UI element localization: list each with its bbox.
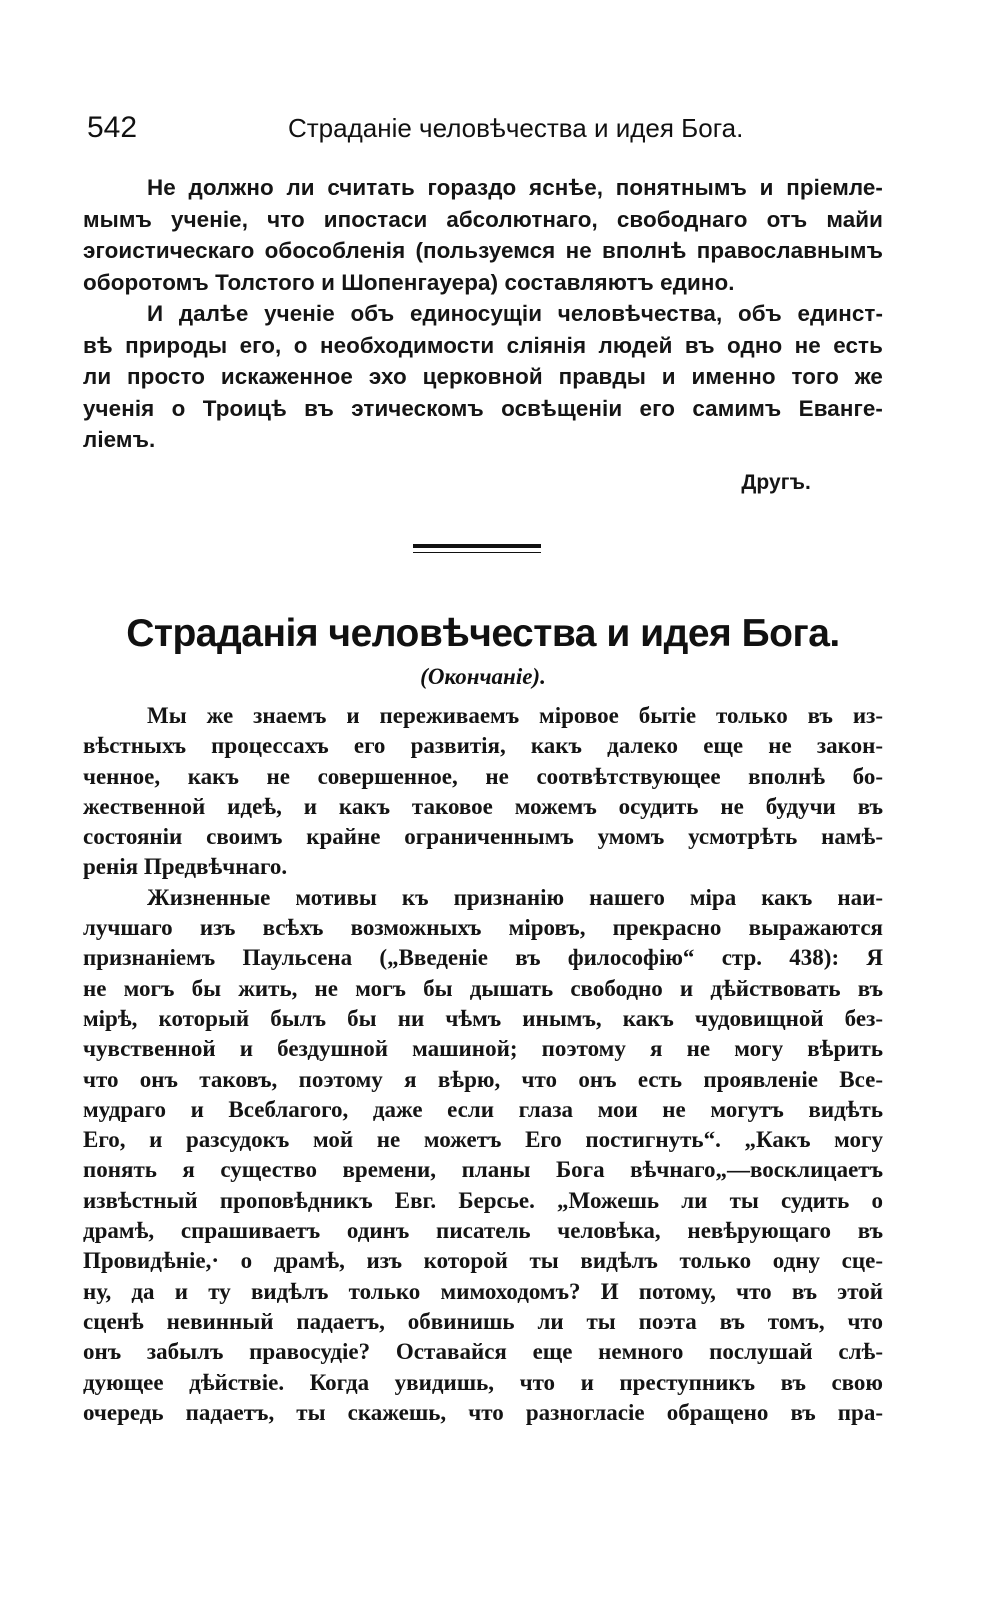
text-line: очередь падаетъ, ты скажешь, что разногласіе обращено въ пра-: [83, 1399, 883, 1425]
article-paragraph: [83, 701, 883, 883]
text-line: извѣстный проповѣдникъ Евг. Берсье. „Можешь ли ты судить о: [83, 1187, 883, 1213]
text-line: онъ забылъ правосудіе? Оставайся еще немного послушай слѣ-: [83, 1339, 883, 1365]
text-line: ну, да и ту видѣлъ только мимоходомъ? И потому, что въ этой: [83, 1278, 883, 1304]
text-line: вѣстныхъ процессахъ его развитія, какъ далеко еще не закон-: [83, 733, 883, 759]
text-line: Его, и разсудокъ мой не можетъ Его постигнуть“. „Какъ могу: [83, 1127, 883, 1153]
article-title: Страданія человѣчества и идея Бога.: [126, 612, 840, 655]
text-line: Не должно ли считать гораздо яснѣе, понятнымъ и пріемле-: [147, 175, 883, 200]
intro-section: [83, 172, 883, 498]
divider-thin-rule: [413, 552, 541, 554]
text-line: ученія о Троицѣ въ этическомъ освѣщеніи его самимъ Еванге-: [83, 395, 883, 421]
text-line: вѣ природы его, о необходимости сліянія людей въ одно не есть: [83, 332, 883, 358]
text-line: состояніи своимъ крайне ограниченнымъ умомъ усмотрѣть намѣ-: [83, 824, 883, 850]
intro-paragraph: [83, 298, 883, 456]
text-line: жественной идеѣ, и какъ таковое можемъ осудить не будучи въ: [83, 793, 883, 819]
text-line: Жизненные мотивы къ признанію нашего міра какъ наи-: [147, 884, 883, 910]
divider-thick-rule: [413, 544, 541, 548]
section-divider: [413, 544, 541, 554]
text-line: мымъ ученіе, что ипостаси абсолютнаго, свободнаго отъ майи: [83, 206, 883, 232]
text-line: сценѣ невинный падаетъ, обвинишь ли ты поэта въ томъ, что: [83, 1308, 883, 1334]
book-page: [83, 108, 883, 1428]
text-line: И далѣе ученіе объ единосущіи человѣчества, объ единст-: [147, 301, 883, 326]
running-header: [83, 108, 883, 152]
text-line: ли просто искаженное эхо церковной правды и именно того же: [83, 364, 883, 389]
text-line: признаніемъ Паульсена („Введеніе въ философію“ стр. 438): Я: [83, 945, 883, 971]
article-paragraph: [83, 883, 883, 1428]
text-line: дующее дѣйствіе. Когда увидишь, что и преступникъ въ свою: [83, 1369, 883, 1395]
text-line: драмѣ, спрашиваетъ одинъ писатель человѣка, невѣрующаго въ: [83, 1218, 883, 1244]
author-signature: Другъ.: [741, 470, 811, 494]
article-subtitle: (Окончаніе).: [420, 664, 546, 689]
text-line: что онъ таковъ, поэтому я вѣрю, что онъ есть проявленіе Все-: [83, 1066, 883, 1092]
intro-paragraph: [83, 172, 883, 298]
text-line: Мы же знаемъ и переживаемъ міровое бытіе только въ из-: [147, 703, 883, 728]
page-number: 542: [87, 111, 138, 144]
text-line: мірѣ, который былъ бы ни чѣмъ инымъ, какъ чудовищной без-: [83, 1005, 883, 1031]
text-line: ренія Предвѣчнаго.: [83, 854, 288, 880]
text-line: эгоистическаго обособленія (пользуемся не вполнѣ православнымъ: [83, 238, 883, 263]
text-line: не могъ бы жить, не могъ бы дышать свободно и дѣйствовать въ: [83, 975, 883, 1001]
text-line: понять я существо времени, планы Бога вѣчнаго„—восклицаетъ: [83, 1157, 883, 1183]
text-line: мудраго и Всеблагого, даже если глаза мои не могутъ видѣть: [83, 1096, 883, 1122]
running-title: Страданіе человѣчества и идея Бога.: [288, 113, 744, 143]
article-body: [83, 701, 883, 1428]
text-line: ченное, какъ не совершенное, не соотвѣтствующее вполнѣ бо-: [83, 763, 883, 789]
text-line: чувственной и бездушной машиной; поэтому я не могу вѣрить: [83, 1036, 883, 1062]
text-line: Провидѣніе,· о драмѣ, изъ которой ты видѣлъ только одну сце-: [83, 1248, 883, 1274]
text-line: ліемъ.: [83, 427, 156, 452]
text-line: лучшаго изъ всѣхъ возможныхъ міровъ, прекрасно выражаются: [83, 915, 883, 941]
text-line: оборотомъ Толстого и Шопенгауера) составляютъ едино.: [83, 269, 735, 295]
